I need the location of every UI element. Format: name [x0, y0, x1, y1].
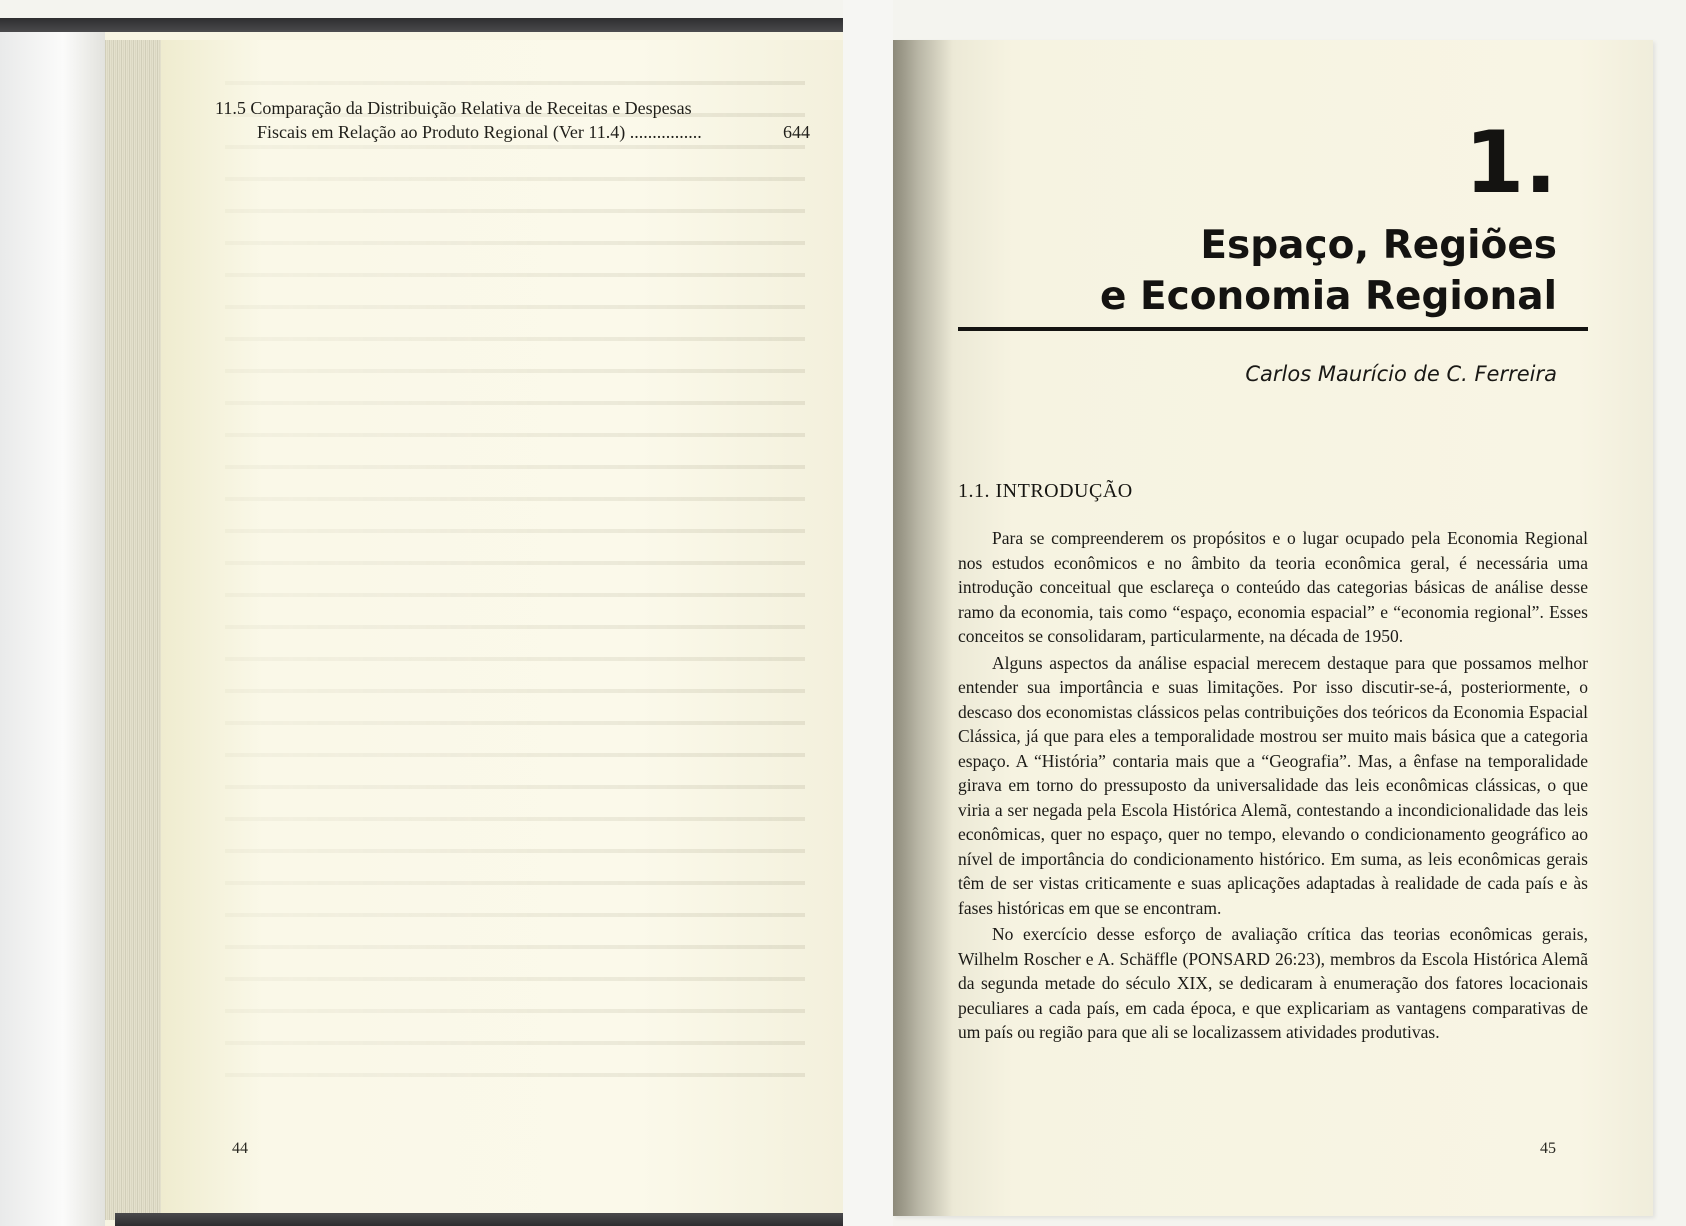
binding-shadow: [893, 40, 953, 1216]
toc-entry-page-number: 644: [783, 122, 810, 142]
page-stack-edges: [105, 40, 161, 1220]
book-cover-top-edge: [0, 18, 843, 32]
left-page-sheet: [161, 40, 843, 1213]
page-number-right: 45: [1540, 1140, 1556, 1157]
chapter-title-line2: e Economia Regional: [1099, 274, 1557, 319]
section-heading: 1.1. INTRODUÇÃO: [958, 480, 1133, 502]
chapter-author: Carlos Maurício de C. Ferreira: [1245, 362, 1557, 386]
chapter-title: [1100, 220, 1557, 322]
scan-gutter: [843, 0, 893, 1226]
paragraph: Para se compreenderem os propósitos e o lugar ocupado pela Economia Regional nos estudos econômicos e no âmbito da teoria econômica geral, é necessária uma introdução conceitual que esclareça o conteúdo das categorias básicas de análise desse ramo da economia, tais como “espaço, economia espacial” e “economia regional”. Esses conceitos se consolidaram, particularmente, na década de 1950.: [958, 528, 1588, 646]
right-page: [893, 40, 1653, 1216]
book-cover-bottom-edge: [115, 1213, 843, 1226]
left-page: [0, 18, 843, 1226]
paragraph: No exercício desse esforço de avaliação crítica das teorias econômicas gerais, Wilhelm Roscher e A. Schäffle (PONSARD 26:23), membros da Escola Histórica Alemã da segunda metade do século XIX, se dedicaram à enumeração dos fatores locacionais peculiares a cada país, em cada época, e que explicariam as vantagens comparativas de um país ou região para que ali se localizassem atividades produtivas.: [958, 924, 1588, 1042]
toc-entry-title-line1: 11.5 Comparação da Distribuição Relativa de Receitas e Despesas: [215, 98, 692, 118]
chapter-title-line1: Espaço, Regiões: [1200, 223, 1557, 268]
toc-entry-title-line2: [215, 120, 810, 144]
book-spine: [0, 32, 105, 1226]
paragraph: Alguns aspectos da análise espacial merecem destaque para que possamos melhor entender sua importância e suas limitações. Por isso discutir-se-á, posteriormente, o descaso dos economistas clássicos pelas contribuições dos teóricos da Economia Espacial Clássica, já que para eles a temporalidade mostrou ser muito mais básica que a categoria espaço. A “História” contaria mais que a “Geografia”. Mas, a ênfase na temporalidade girava em torno do pressuposto da universalidade das leis econômicas clássicas, o que viria a ser negada pela Escola Histórica Alemã, contestando a incondicionalidade das leis econômicas, quer no espaço, quer no tempo, elevando o condicionamento geográfico ao nível de importância do condicionamento histórico. Em suma, as leis econômicas gerais têm de ser vistas criticamente e suas aplicações adaptadas à realidade de cada país e às fases históricas em que se encontram.: [958, 652, 1588, 918]
toc-entry-title-line2-text: Fiscais em Relação ao Produto Regional (Ver 11.4) ................: [257, 122, 702, 142]
chapter-rule: [958, 327, 1588, 331]
body-text: [958, 526, 1588, 1047]
toc-entry: [215, 96, 810, 144]
chapter-number: 1.: [1464, 113, 1557, 213]
page-number-left: 44: [232, 1140, 248, 1157]
